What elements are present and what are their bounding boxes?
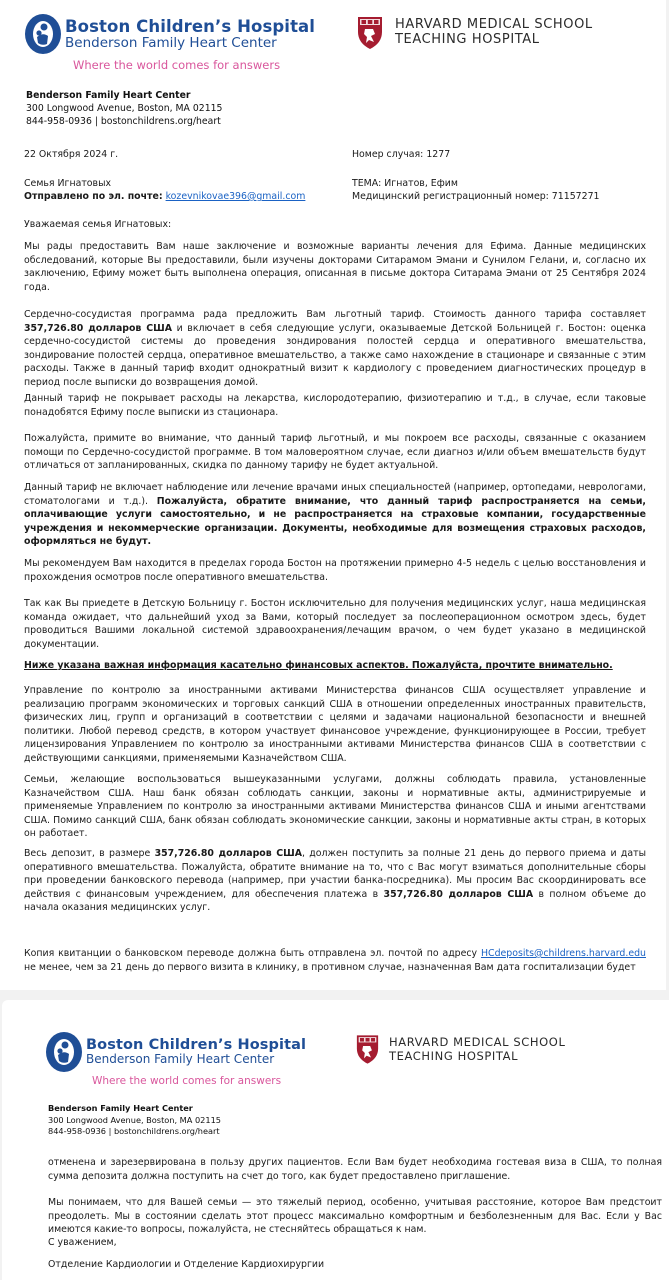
address-line: 300 Longwood Avenue, Boston, MA 02115 — [26, 103, 223, 114]
center-name: Benderson Family Heart Center — [65, 34, 277, 51]
recipient-email-link[interactable]: kozevnikovae396@gmail.com — [165, 191, 306, 202]
signature: Отделение Кардиологии и Отделение Кардиохирургии — [48, 1259, 325, 1270]
case-number: Номер случая: 1277 — [352, 149, 451, 160]
address-line: 300 Longwood Avenue, Boston, MA 02115 — [48, 1114, 221, 1125]
paragraph-exclusions: Данный тариф не покрывает расходы на лекарства, кислородотерапию, физиотерапию и т.д., в случае, если таковые понадобятся Ефиму после выписки из стационара. — [24, 393, 646, 418]
paragraph-intro: Мы рады предоставить Вам наше заключение и возможные варианты лечения для Ефима. Данные медицинских обследований, которые Вы предоставили, были изучены докторами Ситарамом Эмани и Сунилом Гелани, и, согласно их заключению, Ефиму может быть выполнена операция, описанная в письме доктора Ситарама Эмани от 25 Сентября 2024 года. — [24, 241, 646, 293]
greeting: Уважаемая семья Игнатовых: — [24, 219, 172, 230]
paragraph-text: и включает в себя следующие услуги, оказываемые Детской Больницей г. Бостон: оценка сердечно-сосудистой системы до проведения зондирования полостей сердца и оперативного вмешательства, зондирование полостей сердца, оперативное вмешательство, а также само нахождение в стационаре и связанные с этим расходы. Также в данный тариф входит однократный визит к кардиологу с проведением диагностических процедур в период после выписки до возвращения домой. — [24, 322, 646, 388]
tariff-amount: 357,726.80 долларов США — [24, 322, 172, 334]
paragraph-text: Весь депозит, в размере — [24, 848, 155, 859]
paragraph-follow-up-care: Так как Вы приедете в Детскую Больницу г. Бостон исключительно для получения медицинских услуг, наша медицинская команда ожидает, что дальнейший уход за Вами, который последует за послеоперационном осмотром здесь, будет проводиться Вашими локальной системой здравоохранения/лечащим врачом, о чем будет указано в медицинской документации. — [24, 598, 646, 650]
paragraph-text: Данный тариф не включает наблюдение или лечение врачами иных специальностей (например, ортопедами, неврологами, стоматологами и т.д.). — [24, 482, 646, 507]
contact-line: 844-958-0936 | bostonchildrens.org/heart — [26, 116, 221, 127]
closing: С уважением, — [48, 1237, 117, 1248]
harvard-line-1: HARVARD MEDICAL SCHOOL — [395, 17, 593, 33]
paragraph-ofac: Управление по контролю за иностранными активами Министерства финансов США осуществляет управление и реализацию программ экономических и торговых санкций США в отношении определенных иностранных правительств, физических лиц, групп и организаций в соответствии с целями и задачами национальной безопасности и внешней политики. Любой перевод средств, в котором участвует финансовое учреждение, функционирующее в России, требует лицензирования Управлением по контролю за иностранными активами Министерства финансов США в соответствии с действующими санкциями, применяемыми Казначейством США. — [24, 685, 646, 764]
harvard-line-2: TEACHING HOSPITAL — [395, 32, 540, 47]
paragraph-deposit — [24, 847, 646, 915]
tagline: Where the world comes for answers — [92, 1075, 282, 1087]
paragraph-text: , должен поступить за полные 21 день до первого приема и даты оперативного вмешательства. Пожалуйста, обратите внимание на то, что с Вас могут взиматься дополнительные сборы при проведении банковского перевода (например, при участии банка-посредника). Мы просим Вас скоординировать все действия с финансовым учреждением, для обеспечения платежа в — [24, 848, 647, 900]
boston-childrens-logo — [46, 1032, 306, 1072]
mother-child-emblem-icon — [46, 1032, 82, 1072]
letterhead-address — [48, 1103, 221, 1138]
paragraph-text: Копия квитанции о банковском переводе должна быть отправлена эл. почтой по адресу — [24, 948, 481, 959]
paragraph-specialists — [24, 481, 646, 549]
insurance-notice: Пожалуйста, обратите внимание, что данный тариф распространяется на семьи, оплачивающие услуги самостоятельно, и не распространяется на страховые компании, государственные учреждения и некоммерческие организации. Документы, необходимые для возмещения страховых расходов, оформляться не будут. — [24, 495, 646, 548]
hospital-name: Boston Children’s Hospital — [86, 1037, 307, 1054]
paragraph-tariff — [24, 308, 646, 390]
paragraph-stay-recommendation: Мы рекомендуем Вам находится в пределах города Бостон на протяжении примерно 4-5 недель с целью восстановления и прохождения осмотров после оперативного вмешательства. — [24, 558, 646, 583]
letter-date: 22 Октября 2024 г. — [24, 149, 119, 160]
center-name: Benderson Family Heart Center — [86, 1052, 275, 1067]
paragraph-text: не менее, чем за 21 день до первого визита в клинику, в противном случае, назначенная Вам дата госпитализации будет — [24, 961, 636, 973]
subject: ТЕМА: Игнатов, Ефим — [352, 178, 458, 189]
harvard-logo — [356, 1034, 565, 1065]
letter-page-2 — [2, 1000, 669, 1280]
deposit-amount: 357,726.80 долларов США — [154, 848, 302, 859]
recipient: Семья Игнатовых — [24, 178, 112, 189]
harvard-line-1: HARVARD MEDICAL SCHOOL — [389, 1035, 566, 1050]
paragraph-cancellation: отменена и зарезервирована в пользу других пациентов. Если Вам будет необходима гостевая виза в США, то полная сумма депозита должна поступить на счет до того, как будет предоставлено приглашение. — [48, 1157, 662, 1182]
deposit-amount: 357,726.80 долларов США — [383, 888, 534, 900]
harvard-shield-icon — [356, 1034, 379, 1065]
deposits-email-link[interactable]: HCdeposits@childrens.harvard.edu — [480, 948, 646, 959]
boston-childrens-logo — [25, 14, 315, 54]
harvard-line-2: TEACHING HOSPITAL — [389, 1048, 519, 1063]
harvard-shield-icon — [357, 16, 383, 50]
letterhead-address — [26, 89, 222, 128]
financial-heading — [24, 659, 646, 673]
paragraph-receipt — [24, 947, 646, 974]
paragraph-text: Сердечно-сосудистая программа рада предложить Вам льготный тариф. Стоимость данного тарифа составляет — [24, 309, 646, 320]
sent-label: Отправлено по эл. почте: — [24, 191, 163, 202]
paragraph-discount-note: Пожалуйста, примите во внимание, что данный тариф льготный, и мы покроем все расходы, связанные с оказанием помощи по Сердечно-сосудистой программе. В том маловероятном случае, если диагноз и/или объем вмешательств будут отличаться от запланированных, скидка по данному тарифу не будет актуальной. — [24, 433, 646, 472]
paragraph-understanding: Мы понимаем, что для Вашей семьи — это тяжелый период, особенно, учитывая расстояние, которое Вам предстоит преодолеть. Мы в состоянии сделать этот процесс максимально комфортным и безболезненным для Вас. Если у Вас имеются какие-то вопросы, пожалуйста, не стесняйтесь обращаться к нам. — [48, 1197, 662, 1236]
harvard-logo — [357, 16, 593, 50]
financial-heading-text: Ниже указана важная информация касательно финансовых аспектов. Пожалуйста, прочтите внимательно. — [24, 660, 613, 671]
tagline: Where the world comes for answers — [73, 58, 281, 72]
sent-by-email — [24, 190, 305, 204]
address-title: Benderson Family Heart Center — [48, 1103, 193, 1113]
mother-child-emblem-icon — [25, 14, 61, 54]
paragraph-text: в полном объеме до начала оказания медицинских услуг. — [24, 888, 646, 914]
contact-line: 844-958-0936 | bostonchildrens.org/heart — [48, 1126, 220, 1136]
address-title: Benderson Family Heart Center — [26, 90, 191, 101]
paragraph-treasury-rules: Семьи, желающие воспользоваться вышеуказанными услугами, должны соблюдать правила, установленные Казначейством США. Наш банк обязан соблюдать санкции, законы и нормативные акты, администрируемые и применяемые Управлением по контролю за иностранными активами Министерства финансов США и иными агентствами США. Помимо санкций США, банк обязан соблюдать экономические санкции, законы и нормативные акты стран, в которых он работает. — [24, 774, 646, 840]
hospital-name: Boston Children’s Hospital — [65, 17, 316, 37]
medical-record-number: Медицинский регистрационный номер: 71157271 — [352, 191, 600, 202]
